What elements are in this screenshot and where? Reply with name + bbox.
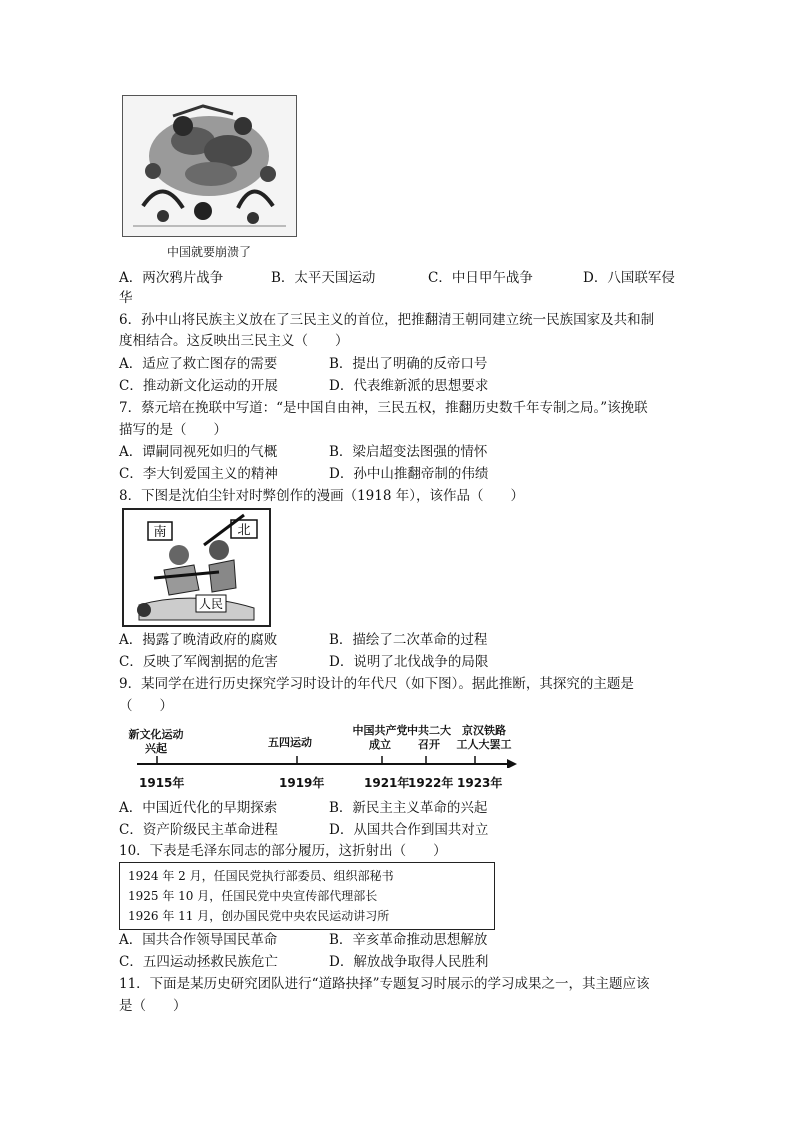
- q10-resume-row-3: 1926 年 11 月，创办国民党中央农民运动讲习所: [128, 909, 390, 923]
- q6-option-c[interactable]: C．推动新文化运动的开展: [119, 378, 278, 394]
- timeline-event-4-label: 中共二大 召开: [407, 724, 451, 751]
- cartoon-china-collapse: [122, 95, 297, 237]
- q8-option-a[interactable]: A．揭露了晚清政府的腐败: [119, 632, 278, 648]
- q9-stem-line2: （ ）: [119, 698, 173, 714]
- q6-option-b[interactable]: B．提出了明确的反帝口号: [329, 356, 488, 372]
- q7-option-a[interactable]: A．谭嗣同视死如归的气概: [119, 444, 278, 460]
- cartoon-warlords-drawing: [124, 510, 269, 625]
- q5-option-c[interactable]: C．中日甲午战争: [428, 270, 533, 286]
- q10-option-d[interactable]: D．解放战争取得人民胜利: [329, 954, 489, 970]
- q8-option-c[interactable]: C．反映了军阀割据的危害: [119, 654, 278, 670]
- timeline-year-1: 1915年: [139, 776, 185, 790]
- timeline-event-3-label: 中国共产党 成立: [352, 724, 408, 751]
- q9-option-d[interactable]: D．从国共合作到国共对立: [329, 822, 489, 838]
- q10-resume-row-1: 1924 年 2 月，任国民党执行部委员、组织部秘书: [128, 869, 394, 883]
- q9-option-c[interactable]: C．资产阶级民主革命进程: [119, 822, 278, 838]
- q6-option-d[interactable]: D．代表维新派的思想要求: [329, 378, 489, 394]
- timeline-year-5: 1923年: [457, 776, 503, 790]
- timeline-event-5-label: 京汉铁路 工人大罢工: [456, 724, 512, 751]
- q7-stem-line1: 7．蔡元培在挽联中写道：“是中国自由神，三民五权，推翻历史数千年专制之局。”该挽联: [119, 400, 648, 416]
- q9-option-a[interactable]: A．中国近代化的早期探索: [119, 800, 278, 816]
- cartoon-china-collapse-drawing: [123, 96, 296, 236]
- label-north: 北: [237, 523, 251, 538]
- q8-stem-line1: 8．下图是沈伯尘针对时弊创作的漫画（1918 年），该作品（ ）: [119, 488, 524, 504]
- q6-option-a[interactable]: A．适应了救亡图存的需要: [119, 356, 278, 372]
- q6-stem-line1: 6．孙中山将民族主义放在了三民主义的首位，把推翻清王朝同建立统一民族国家及共和制: [119, 312, 655, 328]
- timeline-axis: [119, 754, 519, 768]
- q7-stem-line2: 描写的是（ ）: [119, 422, 227, 438]
- cartoon-caption: 中国就要崩溃了: [167, 245, 252, 259]
- timeline: [119, 722, 519, 792]
- q5-option-d[interactable]: D．八国联军侵: [583, 270, 675, 286]
- timeline-year-3: 1921年: [364, 776, 410, 790]
- timeline-year-2: 1919年: [279, 776, 325, 790]
- timeline-year-4: 1922年: [408, 776, 454, 790]
- q10-resume-table: [119, 862, 495, 930]
- q6-stem-line2: 度相结合。这反映出三民主义（ ）: [119, 333, 349, 349]
- q9-option-b[interactable]: B．新民主主义革命的兴起: [329, 800, 488, 816]
- timeline-event-1-label: 新文化运动 兴起: [128, 728, 184, 755]
- label-people: 人民: [198, 597, 224, 611]
- q10-stem-line1: 10．下表是毛泽东同志的部分履历，这折射出（ ）: [119, 843, 447, 859]
- label-south: 南: [153, 525, 167, 540]
- q5-option-d-cont: 华: [119, 290, 133, 306]
- q11-stem-line2: 是（ ）: [119, 998, 187, 1014]
- q8-option-d[interactable]: D．说明了北伐战争的局限: [329, 654, 489, 670]
- q10-option-c[interactable]: C．五四运动拯救民族危亡: [119, 954, 278, 970]
- q10-option-a[interactable]: A．国共合作领导国民革命: [119, 932, 278, 948]
- q9-stem-line1: 9．某同学在进行历史探究学习时设计的年代尺（如下图）。据此推断，其探究的主题是: [119, 676, 634, 692]
- q10-option-b[interactable]: B．辛亥革命推动思想解放: [329, 932, 488, 948]
- q7-option-c[interactable]: C．李大钊爱国主义的精神: [119, 466, 278, 482]
- q7-option-b[interactable]: B．梁启超变法图强的情怀: [329, 444, 488, 460]
- q10-resume-row-2: 1925 年 10 月，任国民党中央宣传部代理部长: [128, 889, 378, 903]
- q5-option-a[interactable]: A．两次鸦片战争: [119, 270, 224, 286]
- q5-option-b[interactable]: B．太平天国运动: [271, 270, 376, 286]
- q7-option-d[interactable]: D．孙中山推翻帝制的伟绩: [329, 466, 489, 482]
- q8-option-b[interactable]: B．描绘了二次革命的过程: [329, 632, 488, 648]
- cartoon-warlords: [122, 508, 271, 627]
- timeline-event-2-label: 五四运动: [268, 736, 312, 749]
- q11-stem-line1: 11．下面是某历史研究团队进行“道路抉择”专题复习时展示的学习成果之一，其主题应该: [119, 976, 650, 992]
